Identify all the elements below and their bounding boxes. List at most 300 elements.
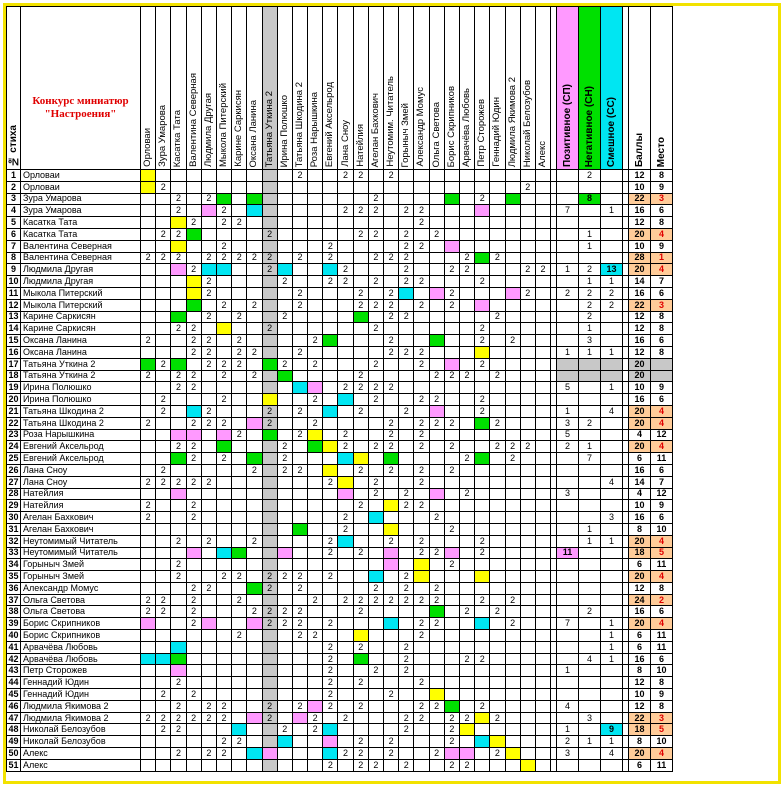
vote-cell — [141, 441, 156, 453]
vote-cell: 2 — [308, 358, 323, 370]
vote-cell — [201, 240, 216, 252]
place-cell: 4 — [651, 417, 673, 429]
vote-cell — [156, 382, 171, 394]
vote-cell — [201, 464, 216, 476]
vote-cell — [353, 240, 368, 252]
vote-cell — [186, 653, 201, 665]
vote-cell — [475, 453, 490, 465]
vote-cell — [262, 653, 277, 665]
vote-cell — [505, 240, 520, 252]
vote-cell — [186, 170, 201, 182]
vote-cell — [156, 653, 171, 665]
vote-cell: 2 — [216, 394, 231, 406]
category-count — [601, 170, 623, 182]
score-cell: 16 — [629, 653, 651, 665]
row-number: 47 — [8, 712, 19, 723]
vote-cell — [201, 299, 216, 311]
vote-cell: 2 — [414, 394, 429, 406]
vote-cell — [292, 689, 307, 701]
vote-cell — [156, 488, 171, 500]
vote-cell — [353, 181, 368, 193]
vote-cell — [156, 193, 171, 205]
vote-cell — [535, 287, 550, 299]
vote-cell — [444, 346, 459, 358]
vote-cell — [262, 594, 277, 606]
vote-cell — [338, 724, 353, 736]
vote-cell: 2 — [399, 405, 414, 417]
vote-cell — [475, 429, 490, 441]
vote-cell: 2 — [247, 299, 262, 311]
category-count: 1 — [557, 724, 579, 736]
category-count: 1 — [601, 205, 623, 217]
category-count — [601, 712, 623, 724]
vote-cell — [216, 523, 231, 535]
vote-cell — [247, 264, 262, 276]
author-name: Татьяна Уткина 2 — [263, 90, 275, 167]
vote-cell: 2 — [535, 264, 550, 276]
score-cell: 20 — [629, 264, 651, 276]
table-row — [7, 748, 673, 760]
place-cell: 8 — [651, 677, 673, 689]
vote-cell — [459, 736, 474, 748]
category-count: 4 — [601, 476, 623, 488]
vote-cell: 2 — [323, 618, 338, 630]
vote-cell — [308, 323, 323, 335]
row-number: 12 — [8, 299, 19, 310]
category-count: 1 — [601, 653, 623, 665]
vote-cell — [156, 523, 171, 535]
vote-cell — [323, 370, 338, 382]
vote-cell — [520, 323, 535, 335]
vote-cell — [368, 217, 383, 229]
vote-cell: 2 — [171, 677, 186, 689]
vote-cell — [308, 252, 323, 264]
vote-cell — [459, 205, 474, 217]
vote-cell: 2 — [156, 464, 171, 476]
author-header — [186, 7, 201, 170]
vote-cell — [490, 677, 505, 689]
vote-cell — [156, 547, 171, 559]
poem-author: Касатка Тата — [21, 228, 141, 240]
vote-cell — [459, 346, 474, 358]
category-count: 1 — [601, 736, 623, 748]
vote-cell: 2 — [232, 335, 247, 347]
category-count — [601, 370, 623, 382]
vote-cell — [429, 240, 444, 252]
vote-cell: 2 — [156, 606, 171, 618]
category-count — [557, 240, 579, 252]
vote-cell — [490, 394, 505, 406]
vote-cell — [368, 181, 383, 193]
vote-cell: 2 — [216, 453, 231, 465]
category-count — [557, 181, 579, 193]
vote-cell — [368, 512, 383, 524]
vote-cell — [201, 606, 216, 618]
vote-cell — [535, 488, 550, 500]
vote-cell — [201, 170, 216, 182]
author-name: Ирина Полюшко — [278, 94, 290, 167]
vote-cell — [156, 264, 171, 276]
author-header — [262, 7, 277, 170]
vote-cell — [232, 535, 247, 547]
vote-cell — [323, 170, 338, 182]
category-count — [601, 677, 623, 689]
vote-cell — [292, 441, 307, 453]
vote-cell — [505, 405, 520, 417]
vote-cell — [505, 323, 520, 335]
vote-cell — [247, 453, 262, 465]
vote-cell: 2 — [171, 748, 186, 760]
row-number: 21 — [8, 405, 19, 416]
vote-cell — [505, 571, 520, 583]
category-count: 4 — [579, 653, 601, 665]
vote-cell — [232, 512, 247, 524]
vote-cell: 2 — [186, 512, 201, 524]
vote-cell: 2 — [429, 594, 444, 606]
score-label-header — [629, 7, 651, 170]
vote-cell — [141, 677, 156, 689]
place-cell: 6 — [651, 205, 673, 217]
poem-author: Агелан Бахкович — [21, 512, 141, 524]
author-header — [216, 7, 231, 170]
vote-cell — [156, 535, 171, 547]
vote-cell — [368, 429, 383, 441]
place-cell: 9 — [651, 689, 673, 701]
table-row — [7, 429, 673, 441]
vote-cell — [490, 653, 505, 665]
vote-cell — [338, 464, 353, 476]
vote-cell — [444, 276, 459, 288]
vote-cell — [429, 476, 444, 488]
vote-cell — [141, 228, 156, 240]
vote-cell — [216, 724, 231, 736]
vote-cell: 2 — [292, 299, 307, 311]
vote-cell — [353, 417, 368, 429]
vote-cell — [368, 535, 383, 547]
vote-cell — [414, 228, 429, 240]
table-row — [7, 512, 673, 524]
vote-cell — [475, 748, 490, 760]
table-row — [7, 582, 673, 594]
vote-cell — [338, 370, 353, 382]
vote-cell — [353, 665, 368, 677]
vote-cell — [490, 618, 505, 630]
row-number: 23 — [8, 429, 19, 440]
table-row — [7, 217, 673, 229]
vote-cell — [156, 205, 171, 217]
vote-cell: 2 — [308, 394, 323, 406]
vote-cell — [414, 653, 429, 665]
vote-cell — [490, 193, 505, 205]
vote-cell — [535, 712, 550, 724]
vote-cell — [520, 523, 535, 535]
vote-cell — [277, 370, 292, 382]
vote-cell — [535, 429, 550, 441]
vote-cell — [429, 252, 444, 264]
vote-cell — [520, 205, 535, 217]
vote-cell — [141, 170, 156, 182]
row-number: 15 — [8, 335, 19, 346]
vote-cell: 2 — [353, 382, 368, 394]
vote-cell — [535, 724, 550, 736]
vote-cell — [520, 252, 535, 264]
vote-cell: 2 — [216, 700, 231, 712]
vote-cell: 2 — [277, 276, 292, 288]
vote-cell: 2 — [292, 287, 307, 299]
vote-cell — [368, 748, 383, 760]
vote-cell: 2 — [308, 417, 323, 429]
vote-cell: 2 — [201, 252, 216, 264]
vote-cell: 2 — [141, 252, 156, 264]
author-name: Агелан Бахкович — [369, 92, 381, 167]
vote-cell: 2 — [429, 748, 444, 760]
vote-cell — [247, 630, 262, 642]
vote-cell — [262, 547, 277, 559]
vote-cell — [429, 559, 444, 571]
vote-cell: 2 — [475, 405, 490, 417]
vote-cell: 2 — [353, 748, 368, 760]
category-count — [579, 547, 601, 559]
vote-cell — [216, 665, 231, 677]
vote-cell — [490, 630, 505, 642]
score-cell: 20 — [629, 535, 651, 547]
table-row — [7, 665, 673, 677]
vote-cell — [171, 335, 186, 347]
vote-cell: 2 — [459, 606, 474, 618]
vote-cell — [232, 193, 247, 205]
vote-cell — [186, 311, 201, 323]
vote-cell — [535, 193, 550, 205]
category-count: 9 — [601, 724, 623, 736]
vote-cell: 2 — [399, 228, 414, 240]
vote-cell: 2 — [141, 370, 156, 382]
vote-cell — [520, 571, 535, 583]
vote-cell: 2 — [186, 264, 201, 276]
vote-cell: 2 — [292, 170, 307, 182]
vote-cell: 2 — [232, 594, 247, 606]
vote-cell: 2 — [186, 582, 201, 594]
vote-cell — [444, 512, 459, 524]
vote-cell — [429, 382, 444, 394]
author-name: Неутомим. Читатель — [385, 76, 397, 167]
poem-author: Натейлия — [21, 500, 141, 512]
vote-cell: 2 — [384, 464, 399, 476]
vote-cell — [216, 264, 231, 276]
vote-cell — [444, 677, 459, 689]
poem-author: Орловаи — [21, 181, 141, 193]
category-count — [579, 724, 601, 736]
place-cell: 7 — [651, 476, 673, 488]
vote-cell — [141, 736, 156, 748]
vote-cell — [247, 335, 262, 347]
vote-cell: 2 — [353, 405, 368, 417]
vote-cell — [535, 535, 550, 547]
vote-cell — [459, 276, 474, 288]
vote-cell — [490, 170, 505, 182]
score-cell: 12 — [629, 346, 651, 358]
vote-cell: 2 — [475, 547, 490, 559]
vote-cell — [171, 488, 186, 500]
vote-cell: 2 — [156, 228, 171, 240]
row-number: 38 — [8, 606, 19, 617]
table-row — [7, 547, 673, 559]
category-count: 3 — [557, 748, 579, 760]
vote-cell — [444, 240, 459, 252]
vote-cell — [308, 405, 323, 417]
vote-cell — [308, 264, 323, 276]
vote-cell — [429, 335, 444, 347]
vote-cell — [505, 346, 520, 358]
author-name: Евгений Аксельрод — [324, 81, 336, 167]
vote-cell — [353, 488, 368, 500]
vote-cell — [247, 228, 262, 240]
row-number: 48 — [8, 724, 19, 735]
vote-cell: 2 — [353, 299, 368, 311]
vote-cell — [141, 181, 156, 193]
vote-cell — [171, 417, 186, 429]
vote-cell — [247, 641, 262, 653]
vote-cell — [353, 323, 368, 335]
vote-cell: 2 — [292, 618, 307, 630]
vote-cell — [292, 276, 307, 288]
vote-cell — [216, 512, 231, 524]
vote-cell — [353, 476, 368, 488]
vote-cell — [444, 228, 459, 240]
score-cell: 20 — [629, 417, 651, 429]
vote-cell — [399, 217, 414, 229]
vote-cell — [232, 677, 247, 689]
vote-cell: 2 — [292, 571, 307, 583]
vote-cell: 2 — [429, 582, 444, 594]
vote-cell: 2 — [444, 299, 459, 311]
vote-cell — [353, 311, 368, 323]
category-count: 1 — [557, 346, 579, 358]
category-count — [601, 228, 623, 240]
vote-cell — [414, 264, 429, 276]
vote-cell: 2 — [353, 677, 368, 689]
vote-cell — [323, 724, 338, 736]
vote-cell: 2 — [232, 358, 247, 370]
vote-cell — [156, 736, 171, 748]
vote-cell: 2 — [262, 618, 277, 630]
vote-cell — [505, 606, 520, 618]
category-count: 1 — [579, 523, 601, 535]
vote-cell — [368, 547, 383, 559]
row-number: 13 — [8, 311, 19, 322]
author-header — [292, 7, 307, 170]
poem-author: Алекс — [21, 759, 141, 771]
vote-cell — [277, 264, 292, 276]
poem-author: Николай Белозубов — [21, 724, 141, 736]
vote-cell — [353, 252, 368, 264]
vote-cell — [384, 653, 399, 665]
vote-cell — [505, 535, 520, 547]
vote-cell — [216, 488, 231, 500]
vote-cell — [475, 677, 490, 689]
vote-cell — [292, 311, 307, 323]
vote-cell — [475, 500, 490, 512]
vote-cell — [399, 736, 414, 748]
vote-cell — [277, 287, 292, 299]
vote-cell: 2 — [141, 512, 156, 524]
row-number: 9 — [7, 264, 21, 276]
vote-cell — [535, 417, 550, 429]
vote-cell — [459, 323, 474, 335]
vote-cell — [520, 724, 535, 736]
vote-cell — [308, 488, 323, 500]
vote-cell — [247, 358, 262, 370]
vote-cell — [262, 512, 277, 524]
vote-cell — [262, 205, 277, 217]
vote-cell — [338, 181, 353, 193]
vote-cell — [308, 641, 323, 653]
category-count: 7 — [579, 453, 601, 465]
vote-cell: 2 — [171, 370, 186, 382]
category-count: 1 — [579, 323, 601, 335]
author-header — [338, 7, 353, 170]
row-number: 26 — [8, 464, 19, 475]
vote-cell — [262, 759, 277, 771]
vote-cell — [186, 759, 201, 771]
score-cell: 8 — [629, 665, 651, 677]
vote-cell: 2 — [399, 346, 414, 358]
vote-cell: 2 — [368, 382, 383, 394]
vote-cell: 2 — [475, 276, 490, 288]
vote-cell — [171, 523, 186, 535]
category-count — [557, 193, 579, 205]
vote-cell — [338, 287, 353, 299]
row-number: 5 — [7, 217, 21, 229]
poem-author: Ольга Светова — [21, 606, 141, 618]
vote-cell — [353, 630, 368, 642]
category-count — [579, 394, 601, 406]
vote-cell: 2 — [414, 358, 429, 370]
category-count — [579, 358, 601, 370]
vote-cell — [490, 582, 505, 594]
author-header — [277, 7, 292, 170]
vote-cell — [535, 677, 550, 689]
place-cell: 2 — [651, 594, 673, 606]
vote-cell — [247, 488, 262, 500]
vote-cell — [216, 689, 231, 701]
vote-cell — [475, 712, 490, 724]
author-name: Ольга Светова — [430, 101, 442, 167]
vote-cell: 2 — [490, 712, 505, 724]
place-cell: 8 — [651, 217, 673, 229]
row-number: 43 — [8, 665, 19, 676]
vote-cell — [444, 429, 459, 441]
category-label: Негативное (СН) — [583, 85, 595, 167]
vote-cell: 2 — [156, 689, 171, 701]
vote-cell — [323, 712, 338, 724]
category-count: 1 — [557, 264, 579, 276]
category-count — [601, 523, 623, 535]
vote-cell — [323, 394, 338, 406]
vote-cell: 2 — [399, 276, 414, 288]
vote-cell — [444, 193, 459, 205]
vote-cell: 2 — [292, 582, 307, 594]
vote-cell — [490, 358, 505, 370]
category-count — [601, 240, 623, 252]
vote-cell — [429, 535, 444, 547]
vote-cell: 2 — [323, 547, 338, 559]
vote-cell — [535, 582, 550, 594]
category-count — [579, 594, 601, 606]
vote-cell — [444, 453, 459, 465]
vote-cell — [353, 712, 368, 724]
vote-cell — [414, 287, 429, 299]
category-count — [579, 700, 601, 712]
